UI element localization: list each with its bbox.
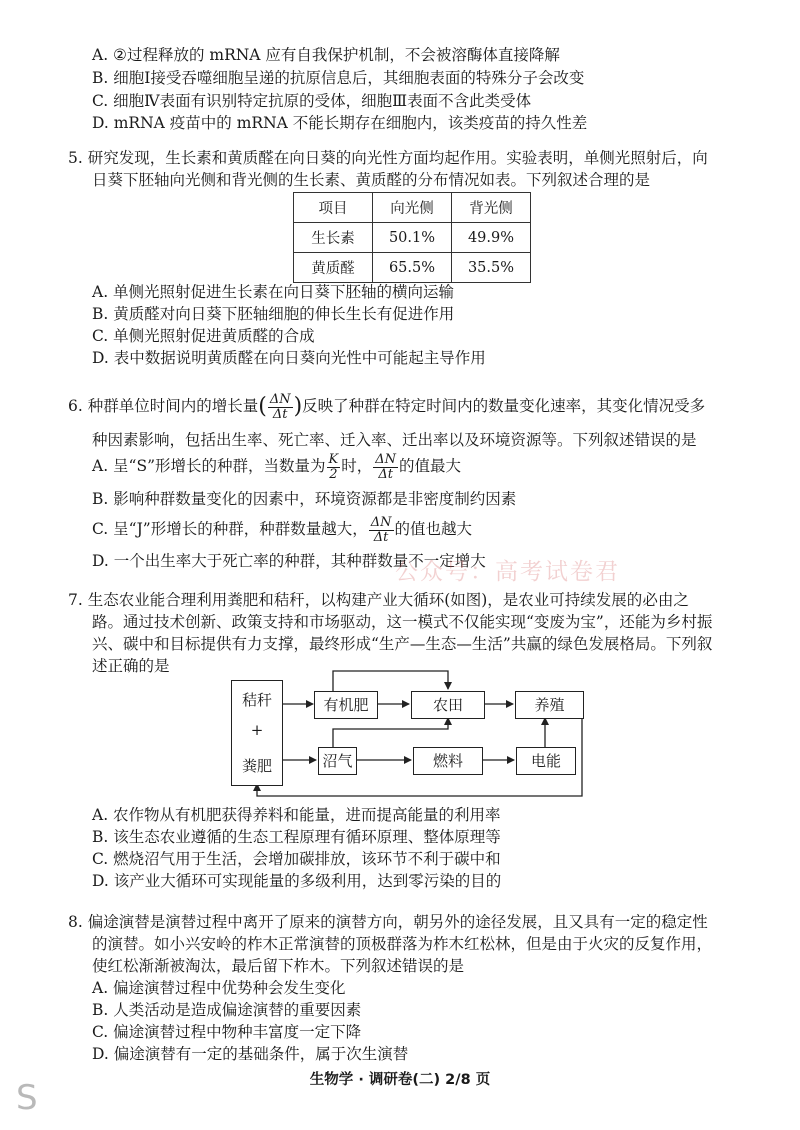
straw-manure-source	[231, 680, 283, 786]
q5-stem-line1: 5. 研究发现，生长素和黄质醛在向日葵的向光性方面均起作用。实验表明，单侧光照射后，向	[68, 149, 708, 167]
q7-stem-line1: 7. 生态农业能合理利用粪肥和秸秆，以构建产业大循环(如图)，是农业可持续发展的必由之	[68, 591, 689, 609]
q8-option-d: D. 偏途演替有一定的基础条件，属于次生演替	[92, 1045, 409, 1063]
k-over-2: $\frac{K}{2}$	[328, 451, 339, 482]
corner-mark: S	[16, 1078, 38, 1118]
q7-stem-line4: 述正确的是	[92, 657, 170, 675]
q6-stem-post: 反映了种群在特定时间内的数量变化速率，其变化情况受多	[302, 397, 706, 415]
straw-label: 秸秆	[241, 691, 272, 709]
table-cell: 35.5%	[452, 253, 531, 283]
q7-stem-line3: 兴、碳中和目标提供有力支撑，最终形成“生产—生态—生活”共赢的绿色发展格局。下列叙	[92, 635, 713, 653]
q8-option-c: C. 偏途演替过程中物种丰富度一定下降	[92, 1023, 362, 1041]
table-header-cell: 项目	[294, 193, 373, 223]
table-header-cell: 向光侧	[373, 193, 452, 223]
q6-stem-line2: 种因素影响，包括出生率、死亡率、迁入率、迁出率以及环境资源等。下列叙述错误的是	[92, 431, 697, 449]
q5-option-d: D. 表中数据说明黄质醛在向日葵向光性中可能起主导作用	[92, 349, 486, 367]
table-cell: 50.1%	[373, 223, 452, 253]
q7-option-b: B. 该生态农业遵循的生态工程原理有循环原理、整体原理等	[92, 828, 501, 846]
q4-option-d: D. mRNA 疫苗中的 mRNA 不能长期存在细胞内，该类疫苗的持久性差	[92, 114, 588, 132]
q6-option-c: C. 呈“J”形增长的种群，种群数量越大， $\frac{\Delta N}{\Delta t}$ 的值也越大	[92, 514, 473, 545]
q7-option-d: D. 该产业大循环可实现能量的多级利用，达到零污染的目的	[92, 872, 502, 890]
delta-n-over-delta-t: $\frac{\Delta N}{\Delta t}$	[269, 391, 291, 422]
q8-stem-line1: 8. 偏途演替是演替过程中离开了原来的演替方向，朝另外的途径发展，且又具有一定的稳定性	[68, 913, 708, 931]
plus-label: +	[250, 721, 264, 739]
watermark: 公众号：高考试卷君	[395, 559, 620, 585]
table-cell: 65.5%	[373, 253, 452, 283]
q8-option-b: B. 人类活动是造成偏途演替的重要因素	[92, 1001, 362, 1019]
q6-option-d: D. 一个出生率大于死亡率的种群，其种群数量不一定增大	[92, 552, 486, 570]
table-cell: 生长素	[294, 223, 373, 253]
breeding-box: 养殖	[515, 691, 584, 719]
delta-n-over-delta-t: $\frac{\Delta N}{\Delta t}$	[375, 451, 397, 482]
q4-option-b: B. 细胞Ⅰ接受吞噬细胞呈递的抗原信息后，其细胞表面的特殊分子会改变	[92, 69, 585, 87]
q8-option-a: A. 偏途演替过程中优势种会发生变化	[92, 979, 346, 997]
q8-stem-line3: 使红松渐渐被淘汰，最后留下柞木。下列叙述错误的是	[92, 957, 465, 975]
q6-stem-pre: 6. 种群单位时间内的增长量	[68, 397, 259, 415]
q5-option-a: A. 单侧光照射促进生长素在向日葵下胚轴的横向运输	[92, 283, 455, 301]
table-header-cell: 背光侧	[452, 193, 531, 223]
q6-stem-line1: 6. 种群单位时间内的增长量( $\frac{\Delta N}{\Delta t}$ )反映了种群在特定时间内的数量变化速率，其变化情况受多	[68, 391, 706, 422]
page-footer: 生物学 · 调研卷(二) 2/8 页	[309, 1072, 491, 1088]
fuel-box: 燃料	[413, 747, 483, 775]
q7-option-c: C. 燃烧沼气用于生活，会增加碳排放，该环节不利于碳中和	[92, 850, 501, 868]
manure-label: 粪肥	[241, 757, 272, 775]
biogas-box: 沼气	[318, 747, 357, 775]
q5-option-c: C. 单侧光照射促进黄质醛的合成	[92, 327, 315, 345]
q4-option-c: C. 细胞Ⅳ表面有识别特定抗原的受体，细胞Ⅲ表面不含此类受体	[92, 92, 532, 110]
electricity-box: 电能	[516, 747, 576, 775]
q5-stem-line2: 日葵下胚轴向光侧和背光侧的生长素、黄质醛的分布情况如表。下列叙述合理的是	[92, 171, 651, 189]
organic-fertilizer-box: 有机肥	[314, 691, 378, 719]
q8-stem-line2: 的演替。如小兴安岭的柞木正常演替的顶极群落为柞木红松林，但是由于火灾的反复作用，	[92, 935, 713, 953]
q5-option-b: B. 黄质醛对向日葵下胚轴细胞的伸长生长有促进作用	[92, 305, 455, 323]
q7-stem-line2: 路。通过技术创新、政策支持和市场驱动，这一模式不仅能实现“变废为宝”，还能为乡村振	[92, 613, 713, 631]
farmland-box: 农田	[411, 691, 485, 719]
q6-option-b: B. 影响种群数量变化的因素中，环境资源都是非密度制约因素	[92, 490, 517, 508]
delta-n-over-delta-t: $\frac{\Delta N}{\Delta t}$	[370, 514, 392, 545]
table-cell: 49.9%	[452, 223, 531, 253]
table-cell: 黄质醛	[294, 253, 373, 283]
q6-option-a: A. 呈“S”形增长的种群，当数量为 $\frac{K}{2}$ 时， $\frac{\Delta N}{\Delta t}$ 的值最大	[92, 451, 462, 482]
q4-option-a: A. ②过程释放的 mRNA 应有自我保护机制，不会被溶酶体直接降解	[92, 46, 560, 64]
q7-option-a: A. 农作物从有机肥获得养料和能量，进而提高能量的利用率	[92, 806, 501, 824]
